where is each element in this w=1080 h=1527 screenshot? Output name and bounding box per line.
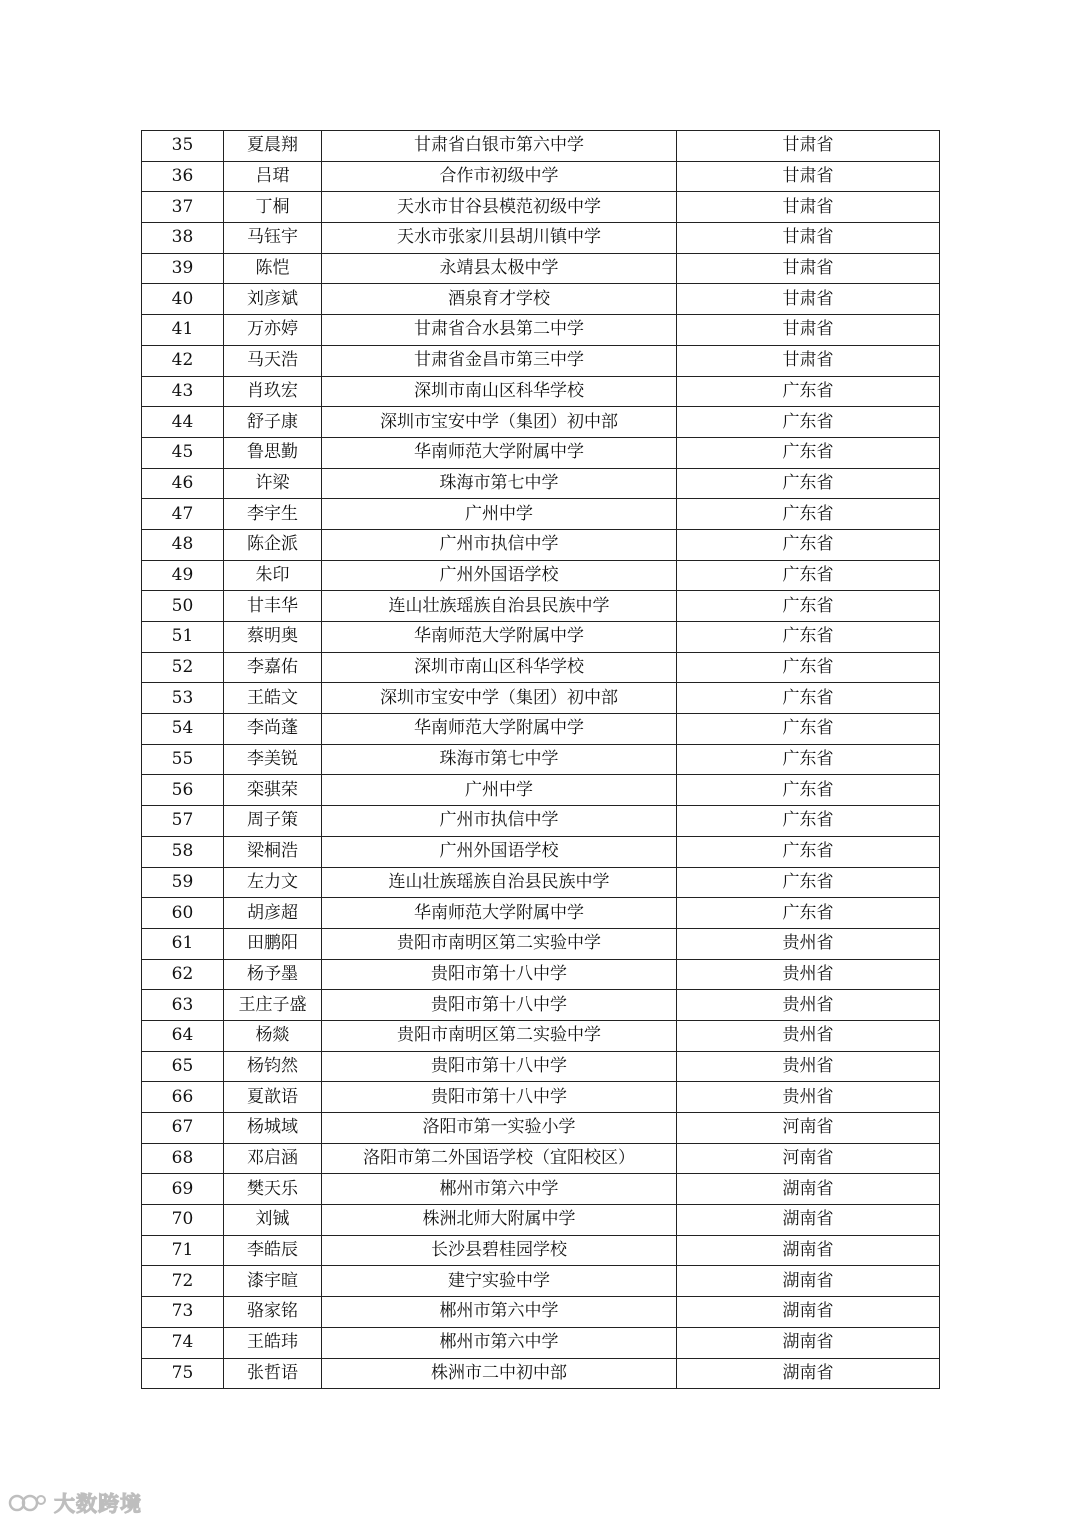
cell-number: 54 xyxy=(142,714,224,745)
table-row xyxy=(142,437,940,468)
cell-number: 59 xyxy=(142,867,224,898)
cell-province: 贵州省 xyxy=(677,1051,940,1082)
cell-province: 广东省 xyxy=(677,622,940,653)
cell-province: 湖南省 xyxy=(677,1297,940,1328)
cell-number: 40 xyxy=(142,284,224,315)
cell-province: 广东省 xyxy=(677,867,940,898)
cell-number: 57 xyxy=(142,806,224,837)
cell-name: 马钰宇 xyxy=(224,223,322,254)
cell-school: 广州中学 xyxy=(322,775,677,806)
cell-number: 46 xyxy=(142,468,224,499)
cell-name: 张哲语 xyxy=(224,1358,322,1389)
cell-school: 甘肃省金昌市第三中学 xyxy=(322,345,677,376)
table-row xyxy=(142,1020,940,1051)
table-row xyxy=(142,376,940,407)
cell-name: 李尚蓬 xyxy=(224,714,322,745)
cell-school: 长沙县碧桂园学校 xyxy=(322,1235,677,1266)
cell-number: 51 xyxy=(142,622,224,653)
table-row xyxy=(142,990,940,1021)
cell-name: 骆家铭 xyxy=(224,1297,322,1328)
cell-name: 漆宇暄 xyxy=(224,1266,322,1297)
cell-school: 贵阳市第十八中学 xyxy=(322,959,677,990)
cell-name: 樊天乐 xyxy=(224,1174,322,1205)
cell-province: 河南省 xyxy=(677,1143,940,1174)
watermark-logo-icon xyxy=(8,1491,48,1515)
table-row xyxy=(142,714,940,745)
cell-number: 71 xyxy=(142,1235,224,1266)
cell-number: 55 xyxy=(142,744,224,775)
cell-school: 郴州市第六中学 xyxy=(322,1327,677,1358)
cell-school: 广州市执信中学 xyxy=(322,529,677,560)
cell-name: 邓启涵 xyxy=(224,1143,322,1174)
cell-name: 许梁 xyxy=(224,468,322,499)
cell-province: 广东省 xyxy=(677,775,940,806)
cell-school: 连山壮族瑶族自治县民族中学 xyxy=(322,867,677,898)
table-row xyxy=(142,775,940,806)
table-row xyxy=(142,806,940,837)
cell-school: 株洲市二中初中部 xyxy=(322,1358,677,1389)
cell-school: 贵阳市南明区第二实验中学 xyxy=(322,928,677,959)
cell-number: 49 xyxy=(142,560,224,591)
cell-school: 合作市初级中学 xyxy=(322,161,677,192)
cell-school: 华南师范大学附属中学 xyxy=(322,622,677,653)
cell-name: 刘铖 xyxy=(224,1205,322,1236)
cell-province: 贵州省 xyxy=(677,1082,940,1113)
cell-school: 酒泉育才学校 xyxy=(322,284,677,315)
cell-school: 贵阳市南明区第二实验中学 xyxy=(322,1020,677,1051)
cell-province: 广东省 xyxy=(677,407,940,438)
table-row xyxy=(142,407,940,438)
cell-number: 44 xyxy=(142,407,224,438)
table-row xyxy=(142,1327,940,1358)
cell-province: 贵州省 xyxy=(677,1020,940,1051)
table-row xyxy=(142,867,940,898)
cell-name: 杨予墨 xyxy=(224,959,322,990)
watermark-text: 大数跨境 xyxy=(54,1492,142,1516)
table-row xyxy=(142,898,940,929)
cell-province: 甘肃省 xyxy=(677,345,940,376)
cell-name: 刘彦斌 xyxy=(224,284,322,315)
cell-name: 王皓文 xyxy=(224,683,322,714)
cell-number: 70 xyxy=(142,1205,224,1236)
table-row xyxy=(142,1235,940,1266)
cell-name: 吕珺 xyxy=(224,161,322,192)
cell-number: 64 xyxy=(142,1020,224,1051)
table-row xyxy=(142,161,940,192)
cell-name: 杨钧然 xyxy=(224,1051,322,1082)
cell-school: 贵阳市第十八中学 xyxy=(322,1082,677,1113)
cell-province: 贵州省 xyxy=(677,928,940,959)
cell-name: 王皓玮 xyxy=(224,1327,322,1358)
table-row xyxy=(142,468,940,499)
cell-province: 湖南省 xyxy=(677,1174,940,1205)
cell-number: 53 xyxy=(142,683,224,714)
cell-province: 甘肃省 xyxy=(677,253,940,284)
cell-name: 陈企派 xyxy=(224,529,322,560)
cell-name: 杨城域 xyxy=(224,1113,322,1144)
cell-province: 甘肃省 xyxy=(677,315,940,346)
cell-name: 马天浩 xyxy=(224,345,322,376)
cell-name: 甘丰华 xyxy=(224,591,322,622)
cell-school: 广州外国语学校 xyxy=(322,560,677,591)
cell-number: 58 xyxy=(142,836,224,867)
table-row xyxy=(142,1143,940,1174)
cell-province: 广东省 xyxy=(677,714,940,745)
cell-province: 湖南省 xyxy=(677,1266,940,1297)
cell-province: 湖南省 xyxy=(677,1358,940,1389)
cell-province: 广东省 xyxy=(677,591,940,622)
cell-name: 夏晨翔 xyxy=(224,131,322,162)
table-row xyxy=(142,223,940,254)
table-row xyxy=(142,836,940,867)
table-row xyxy=(142,652,940,683)
cell-school: 永靖县太极中学 xyxy=(322,253,677,284)
table-row xyxy=(142,1113,940,1144)
cell-school: 珠海市第七中学 xyxy=(322,744,677,775)
cell-school: 连山壮族瑶族自治县民族中学 xyxy=(322,591,677,622)
cell-name: 田鹏阳 xyxy=(224,928,322,959)
cell-province: 甘肃省 xyxy=(677,284,940,315)
cell-province: 广东省 xyxy=(677,898,940,929)
cell-number: 73 xyxy=(142,1297,224,1328)
cell-number: 65 xyxy=(142,1051,224,1082)
cell-province: 广东省 xyxy=(677,529,940,560)
cell-number: 56 xyxy=(142,775,224,806)
cell-name: 梁桐浩 xyxy=(224,836,322,867)
cell-province: 广东省 xyxy=(677,836,940,867)
cell-number: 69 xyxy=(142,1174,224,1205)
cell-number: 41 xyxy=(142,315,224,346)
cell-number: 63 xyxy=(142,990,224,1021)
cell-province: 广东省 xyxy=(677,683,940,714)
table-row xyxy=(142,1297,940,1328)
cell-school: 深圳市南山区科华学校 xyxy=(322,376,677,407)
cell-school: 株洲北师大附属中学 xyxy=(322,1205,677,1236)
cell-province: 甘肃省 xyxy=(677,161,940,192)
cell-province: 湖南省 xyxy=(677,1205,940,1236)
cell-province: 贵州省 xyxy=(677,990,940,1021)
table-row xyxy=(142,1266,940,1297)
cell-name: 鲁思勤 xyxy=(224,437,322,468)
cell-school: 广州中学 xyxy=(322,499,677,530)
cell-school: 深圳市宝安中学（集团）初中部 xyxy=(322,407,677,438)
table-row xyxy=(142,1051,940,1082)
cell-school: 天水市张家川县胡川镇中学 xyxy=(322,223,677,254)
table-row xyxy=(142,499,940,530)
table-row xyxy=(142,928,940,959)
cell-name: 胡彦超 xyxy=(224,898,322,929)
cell-name: 万亦婷 xyxy=(224,315,322,346)
roster-table-body xyxy=(142,131,940,1389)
cell-number: 72 xyxy=(142,1266,224,1297)
cell-name: 陈恺 xyxy=(224,253,322,284)
table-row xyxy=(142,131,940,162)
cell-name: 李嘉佑 xyxy=(224,652,322,683)
cell-province: 广东省 xyxy=(677,437,940,468)
cell-name: 周子策 xyxy=(224,806,322,837)
cell-name: 夏歆语 xyxy=(224,1082,322,1113)
cell-number: 50 xyxy=(142,591,224,622)
table-row xyxy=(142,622,940,653)
cell-province: 河南省 xyxy=(677,1113,940,1144)
cell-number: 66 xyxy=(142,1082,224,1113)
cell-province: 广东省 xyxy=(677,652,940,683)
table-row xyxy=(142,683,940,714)
cell-school: 建宁实验中学 xyxy=(322,1266,677,1297)
cell-number: 74 xyxy=(142,1327,224,1358)
cell-province: 广东省 xyxy=(677,376,940,407)
table-row xyxy=(142,1174,940,1205)
cell-number: 39 xyxy=(142,253,224,284)
cell-school: 华南师范大学附属中学 xyxy=(322,898,677,929)
cell-province: 广东省 xyxy=(677,560,940,591)
cell-school: 天水市甘谷县模范初级中学 xyxy=(322,192,677,223)
cell-number: 42 xyxy=(142,345,224,376)
table-row xyxy=(142,560,940,591)
cell-number: 60 xyxy=(142,898,224,929)
cell-name: 丁桐 xyxy=(224,192,322,223)
cell-school: 郴州市第六中学 xyxy=(322,1174,677,1205)
cell-number: 45 xyxy=(142,437,224,468)
cell-province: 广东省 xyxy=(677,499,940,530)
cell-school: 洛阳市第二外国语学校（宜阳校区） xyxy=(322,1143,677,1174)
cell-number: 68 xyxy=(142,1143,224,1174)
table-row xyxy=(142,1082,940,1113)
cell-province: 湖南省 xyxy=(677,1327,940,1358)
cell-school: 华南师范大学附属中学 xyxy=(322,714,677,745)
table-row xyxy=(142,959,940,990)
table-row xyxy=(142,345,940,376)
cell-number: 62 xyxy=(142,959,224,990)
cell-school: 洛阳市第一实验小学 xyxy=(322,1113,677,1144)
cell-name: 蔡明奥 xyxy=(224,622,322,653)
cell-number: 35 xyxy=(142,131,224,162)
cell-school: 深圳市宝安中学（集团）初中部 xyxy=(322,683,677,714)
table-row xyxy=(142,284,940,315)
cell-number: 52 xyxy=(142,652,224,683)
cell-province: 甘肃省 xyxy=(677,223,940,254)
cell-school: 贵阳市第十八中学 xyxy=(322,1051,677,1082)
cell-name: 李皓辰 xyxy=(224,1235,322,1266)
cell-province: 甘肃省 xyxy=(677,192,940,223)
cell-school: 华南师范大学附属中学 xyxy=(322,437,677,468)
table-row xyxy=(142,192,940,223)
table-row xyxy=(142,315,940,346)
cell-province: 广东省 xyxy=(677,468,940,499)
roster-table xyxy=(141,130,940,1389)
table-row xyxy=(142,1358,940,1389)
cell-number: 37 xyxy=(142,192,224,223)
cell-province: 广东省 xyxy=(677,806,940,837)
watermark xyxy=(8,1488,142,1518)
cell-province: 湖南省 xyxy=(677,1235,940,1266)
cell-name: 左力文 xyxy=(224,867,322,898)
cell-name: 李美锐 xyxy=(224,744,322,775)
cell-province: 甘肃省 xyxy=(677,131,940,162)
cell-number: 48 xyxy=(142,529,224,560)
cell-name: 杨燚 xyxy=(224,1020,322,1051)
cell-province: 贵州省 xyxy=(677,959,940,990)
cell-school: 甘肃省白银市第六中学 xyxy=(322,131,677,162)
cell-school: 甘肃省合水县第二中学 xyxy=(322,315,677,346)
cell-number: 75 xyxy=(142,1358,224,1389)
cell-school: 深圳市南山区科华学校 xyxy=(322,652,677,683)
table-row xyxy=(142,1205,940,1236)
table-row xyxy=(142,591,940,622)
cell-number: 38 xyxy=(142,223,224,254)
cell-number: 67 xyxy=(142,1113,224,1144)
cell-school: 广州外国语学校 xyxy=(322,836,677,867)
cell-number: 43 xyxy=(142,376,224,407)
cell-number: 36 xyxy=(142,161,224,192)
cell-school: 郴州市第六中学 xyxy=(322,1297,677,1328)
cell-number: 61 xyxy=(142,928,224,959)
table-row xyxy=(142,529,940,560)
table-row xyxy=(142,744,940,775)
table-row xyxy=(142,253,940,284)
cell-name: 栾骐荣 xyxy=(224,775,322,806)
cell-name: 肖玖宏 xyxy=(224,376,322,407)
cell-name: 朱印 xyxy=(224,560,322,591)
cell-school: 贵阳市第十八中学 xyxy=(322,990,677,1021)
cell-name: 李宇生 xyxy=(224,499,322,530)
cell-province: 广东省 xyxy=(677,744,940,775)
cell-name: 王庄子盛 xyxy=(224,990,322,1021)
cell-school: 广州市执信中学 xyxy=(322,806,677,837)
cell-school: 珠海市第七中学 xyxy=(322,468,677,499)
cell-number: 47 xyxy=(142,499,224,530)
cell-name: 舒子康 xyxy=(224,407,322,438)
